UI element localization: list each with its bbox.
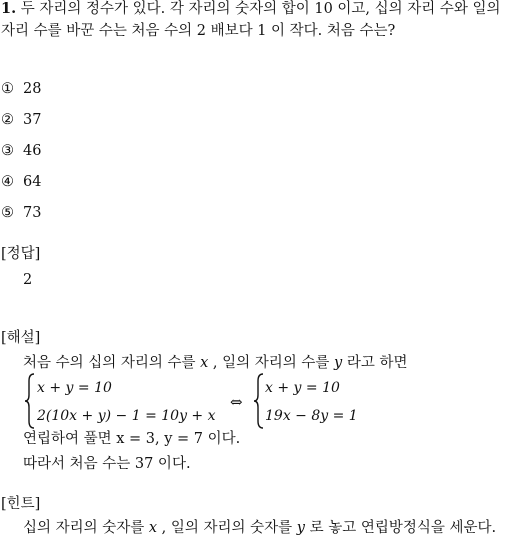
- question-line-1: [1, 0, 501, 18]
- system1-eq2: 2(10x + y) − 1 = 10y + x: [37, 408, 216, 424]
- right-brace-1: [253, 373, 265, 429]
- option-2-mark: ②: [1, 112, 14, 128]
- iff-symbol: ⇔: [230, 393, 243, 411]
- option-1[interactable]: [1, 80, 41, 98]
- hint-heading: [힌트]: [1, 496, 41, 512]
- option-3[interactable]: [1, 142, 41, 160]
- question-number: 1.: [1, 0, 17, 17]
- hint-line-post: 로 놓고 연립방정식을 세운다.: [305, 520, 497, 536]
- hint-line: [23, 519, 496, 537]
- answer-value: 2: [23, 272, 33, 288]
- question-text-1: 두 자리의 정수가 있다. 각 자리의 숫자의 합이 10 이고, 십의 자리 수와 일의: [20, 1, 501, 17]
- option-1-value: 28: [23, 81, 42, 97]
- option-2-value: 37: [23, 112, 42, 128]
- variable-x: x: [200, 355, 209, 371]
- explanation-line-4: 연립하여 풀면 x = 3, y = 7 이다.: [23, 431, 241, 447]
- option-3-mark: ③: [1, 143, 14, 159]
- system1-eq1: x + y = 10: [37, 380, 112, 396]
- hint-line-pre: 십의 자리의 숫자를: [23, 520, 149, 536]
- explanation-line-1-post: 라고 하면: [342, 355, 408, 371]
- option-3-value: 46: [23, 143, 42, 159]
- explanation-heading: [해설]: [1, 330, 41, 346]
- option-5-value: 73: [23, 205, 42, 221]
- hint-variable-x: x: [148, 520, 158, 536]
- option-4-value: 64: [23, 174, 42, 190]
- question-text-2: 자리 수를 바꾼 수는 처음 수의 2 배보다 1 이 작다. 처음 수는?: [1, 23, 396, 39]
- option-1-mark: ①: [1, 81, 14, 97]
- system2-eq2: 19x − 8y = 1: [265, 408, 358, 424]
- variable-y: y: [334, 355, 343, 371]
- system2-eq1: x + y = 10: [265, 380, 340, 396]
- option-4-mark: ④: [1, 174, 14, 190]
- option-2[interactable]: [1, 111, 41, 129]
- explanation-line-1-mid: , 일의 자리의 수를: [208, 355, 335, 371]
- option-5-mark: ⑤: [1, 205, 14, 221]
- explanation-line-1-pre: 처음 수의 십의 자리의 수를: [23, 355, 201, 371]
- option-5[interactable]: [1, 204, 41, 222]
- option-4[interactable]: [1, 173, 41, 191]
- explanation-line-1: [23, 354, 407, 372]
- left-brace-1: [24, 373, 36, 429]
- hint-line-mid: , 일의 자리의 숫자를: [157, 520, 297, 536]
- question-line-2: [1, 22, 395, 40]
- explanation-line-5: 따라서 처음 수는 37 이다.: [23, 456, 191, 472]
- hint-variable-y: y: [296, 520, 305, 536]
- answer-heading: [정답]: [1, 246, 41, 262]
